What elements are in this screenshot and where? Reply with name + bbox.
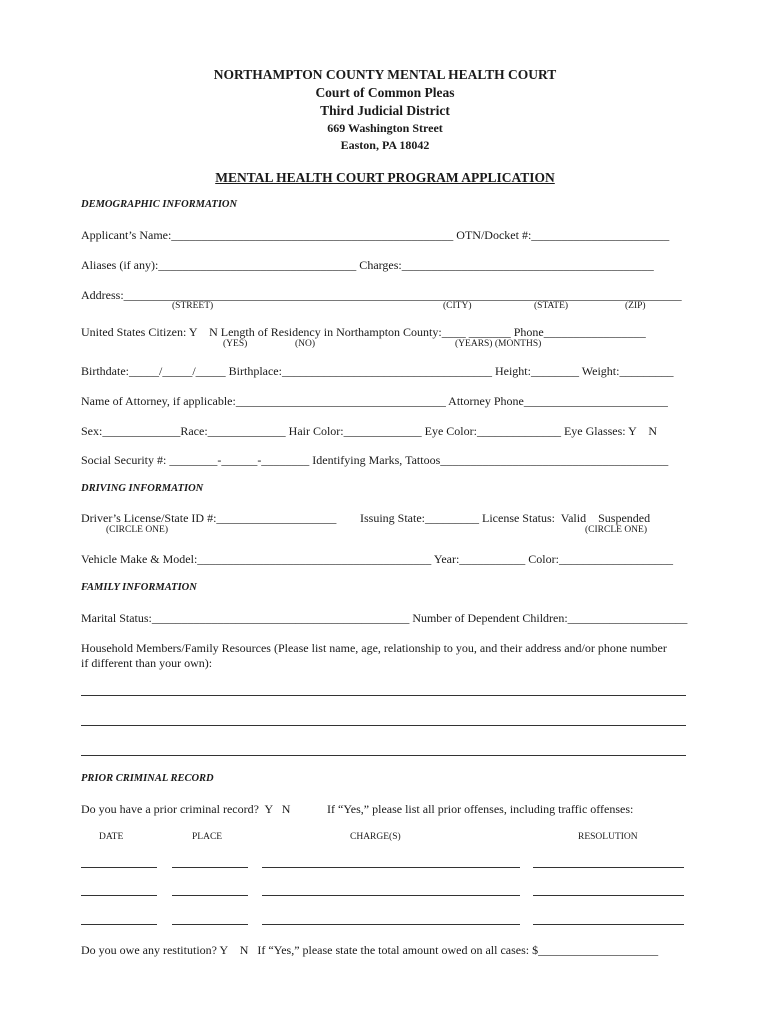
- marital-row[interactable]: Marital Status:___________________________________________ Number of Dependent Children:____________________: [81, 611, 688, 625]
- prior-record-question[interactable]: Do you have a prior criminal record? Y N: [81, 802, 291, 816]
- col-resolution-header: RESOLUTION: [578, 832, 638, 842]
- offense-place-line[interactable]: [172, 867, 248, 868]
- ssn-row[interactable]: Social Security #: ________-______-________ Identifying Marks, Tattoos______________________________________: [81, 453, 669, 467]
- residency-units-label: (YEARS) (MONTHS): [455, 339, 542, 349]
- citizen-yes-label: (YES): [223, 339, 248, 349]
- prior-record-instructions: If “Yes,” please list all prior offenses, including traffic offenses:: [327, 802, 634, 816]
- col-charges-header: CHARGE(S): [350, 832, 401, 842]
- restitution-row[interactable]: Do you owe any restitution? Y N If “Yes,” please state the total amount owed on all cases: $____________________: [81, 943, 659, 957]
- offense-date-line[interactable]: [81, 895, 157, 896]
- attorney-row[interactable]: Name of Attorney, if applicable:___________________________________ Attorney Phone________________________: [81, 394, 668, 408]
- family-heading: FAMILY INFORMATION: [81, 582, 197, 593]
- col-date-header: DATE: [99, 832, 124, 842]
- applicant-name-row[interactable]: Applicant’s Name:_______________________________________________ OTN/Docket #:_______________________: [81, 228, 670, 242]
- household-line-3[interactable]: [81, 755, 686, 756]
- household-instructions-cont: if different than your own):: [81, 656, 213, 670]
- offense-resolution-line[interactable]: [533, 867, 684, 868]
- offense-resolution-line[interactable]: [533, 895, 684, 896]
- physical-description-row[interactable]: Sex:_____________Race:_____________ Hair Color:_____________ Eye Color:______________ Eye Glasses: Y N: [81, 424, 658, 438]
- col-place-header: PLACE: [192, 832, 223, 842]
- offense-charges-line[interactable]: [262, 924, 520, 925]
- circle-one-right-label: (CIRCLE ONE): [585, 525, 648, 535]
- circle-one-left-label: (CIRCLE ONE): [106, 525, 169, 535]
- issuing-status-field[interactable]: Issuing State:_________ License Status: Valid Suspended: [360, 511, 651, 525]
- citizen-residency-row[interactable]: United States Citizen: Y N Length of Residency in Northampton County:____ _______ Phone_________________: [81, 325, 646, 339]
- offense-date-line[interactable]: [81, 867, 157, 868]
- license-field[interactable]: Driver’s License/State ID #:____________________: [81, 511, 337, 525]
- district-name: Third Judicial District: [320, 103, 450, 118]
- offense-resolution-line[interactable]: [533, 924, 684, 925]
- offense-place-line[interactable]: [172, 895, 248, 896]
- vehicle-row[interactable]: Vehicle Make & Model:_______________________________________ Year:___________ Color:___________________: [81, 552, 673, 566]
- street-address: 669 Washington Street: [327, 121, 443, 135]
- address-street-label: (STREET): [172, 301, 214, 311]
- aliases-charges-row[interactable]: Aliases (if any):_________________________________ Charges:__________________________________________: [81, 258, 654, 272]
- offense-charges-line[interactable]: [262, 867, 520, 868]
- offense-place-line[interactable]: [172, 924, 248, 925]
- offense-charges-line[interactable]: [262, 895, 520, 896]
- citizen-no-label: (NO): [295, 339, 316, 349]
- form-title: MENTAL HEALTH COURT PROGRAM APPLICATION: [215, 170, 555, 185]
- offense-date-line[interactable]: [81, 924, 157, 925]
- court-subtitle: Court of Common Pleas: [315, 85, 455, 100]
- household-instructions: Household Members/Family Resources (Please list name, age, relationship to you, and their address and/or phone number: [81, 641, 667, 655]
- court-name: NORTHAMPTON COUNTY MENTAL HEALTH COURT: [213, 67, 557, 82]
- demographic-heading: DEMOGRAPHIC INFORMATION: [81, 199, 238, 210]
- driving-heading: DRIVING INFORMATION: [81, 483, 204, 494]
- criminal-heading: PRIOR CRIMINAL RECORD: [81, 773, 214, 784]
- household-line-1[interactable]: [81, 695, 686, 696]
- address-state-label: (STATE): [534, 301, 569, 311]
- household-line-2[interactable]: [81, 725, 686, 726]
- address-zip-label: (ZIP): [625, 301, 646, 311]
- address-city-label: (CITY): [443, 301, 472, 311]
- address-row[interactable]: Address:_____________________________________________________________________________________________: [81, 288, 682, 302]
- birth-row[interactable]: Birthdate:_____/_____/_____ Birthplace:___________________________________ Height:________ Weight:_________: [81, 364, 674, 378]
- city-address: Easton, PA 18042: [340, 138, 430, 152]
